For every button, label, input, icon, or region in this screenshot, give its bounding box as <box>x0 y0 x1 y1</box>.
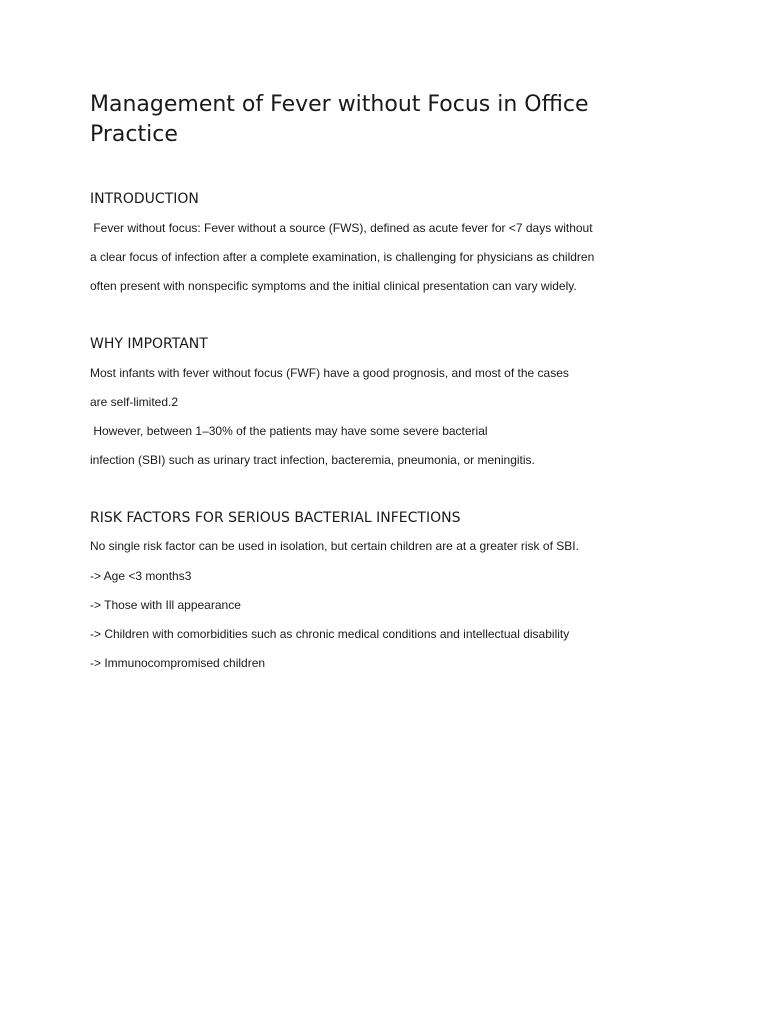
risk-bullet-ill-appearance: -> Those with Ill appearance <box>90 598 241 612</box>
section-heading-introduction: INTRODUCTION <box>90 191 199 207</box>
intro-line-1: Fever without focus: Fever without a source (FWS), defined as acute fever for <7 days without <box>90 221 593 235</box>
section-heading-why-important: WHY IMPORTANT <box>90 336 208 352</box>
risk-bullet-age: -> Age <3 months3 <box>90 569 192 583</box>
why-line-2: are self-limited.2 <box>90 395 179 409</box>
risk-line-1: No single risk factor can be used in isolation, but certain children are at a greater risk of SBI. <box>90 539 579 553</box>
why-line-4: infection (SBI) such as urinary tract infection, bacteremia, pneumonia, or meningitis. <box>90 453 535 467</box>
document-title: Management of Fever without Focus in Office Practice <box>90 92 589 147</box>
risk-bullet-comorbidities: -> Children with comorbidities such as chronic medical conditions and intellectual disability <box>90 627 570 641</box>
risk-bullet-immunocompromised: -> Immunocompromised children <box>90 656 266 670</box>
intro-line-3: often present with nonspecific symptoms and the initial clinical presentation can vary widely. <box>90 279 577 293</box>
section-heading-risk-factors: RISK FACTORS FOR SERIOUS BACTERIAL INFECTIONS <box>90 510 461 526</box>
why-line-3: However, between 1–30% of the patients may have some severe bacterial <box>90 424 488 438</box>
why-line-1: Most infants with fever without focus (FWF) have a good prognosis, and most of the cases <box>90 366 569 380</box>
intro-line-2: a clear focus of infection after a complete examination, is challenging for physicians as children <box>90 250 595 264</box>
